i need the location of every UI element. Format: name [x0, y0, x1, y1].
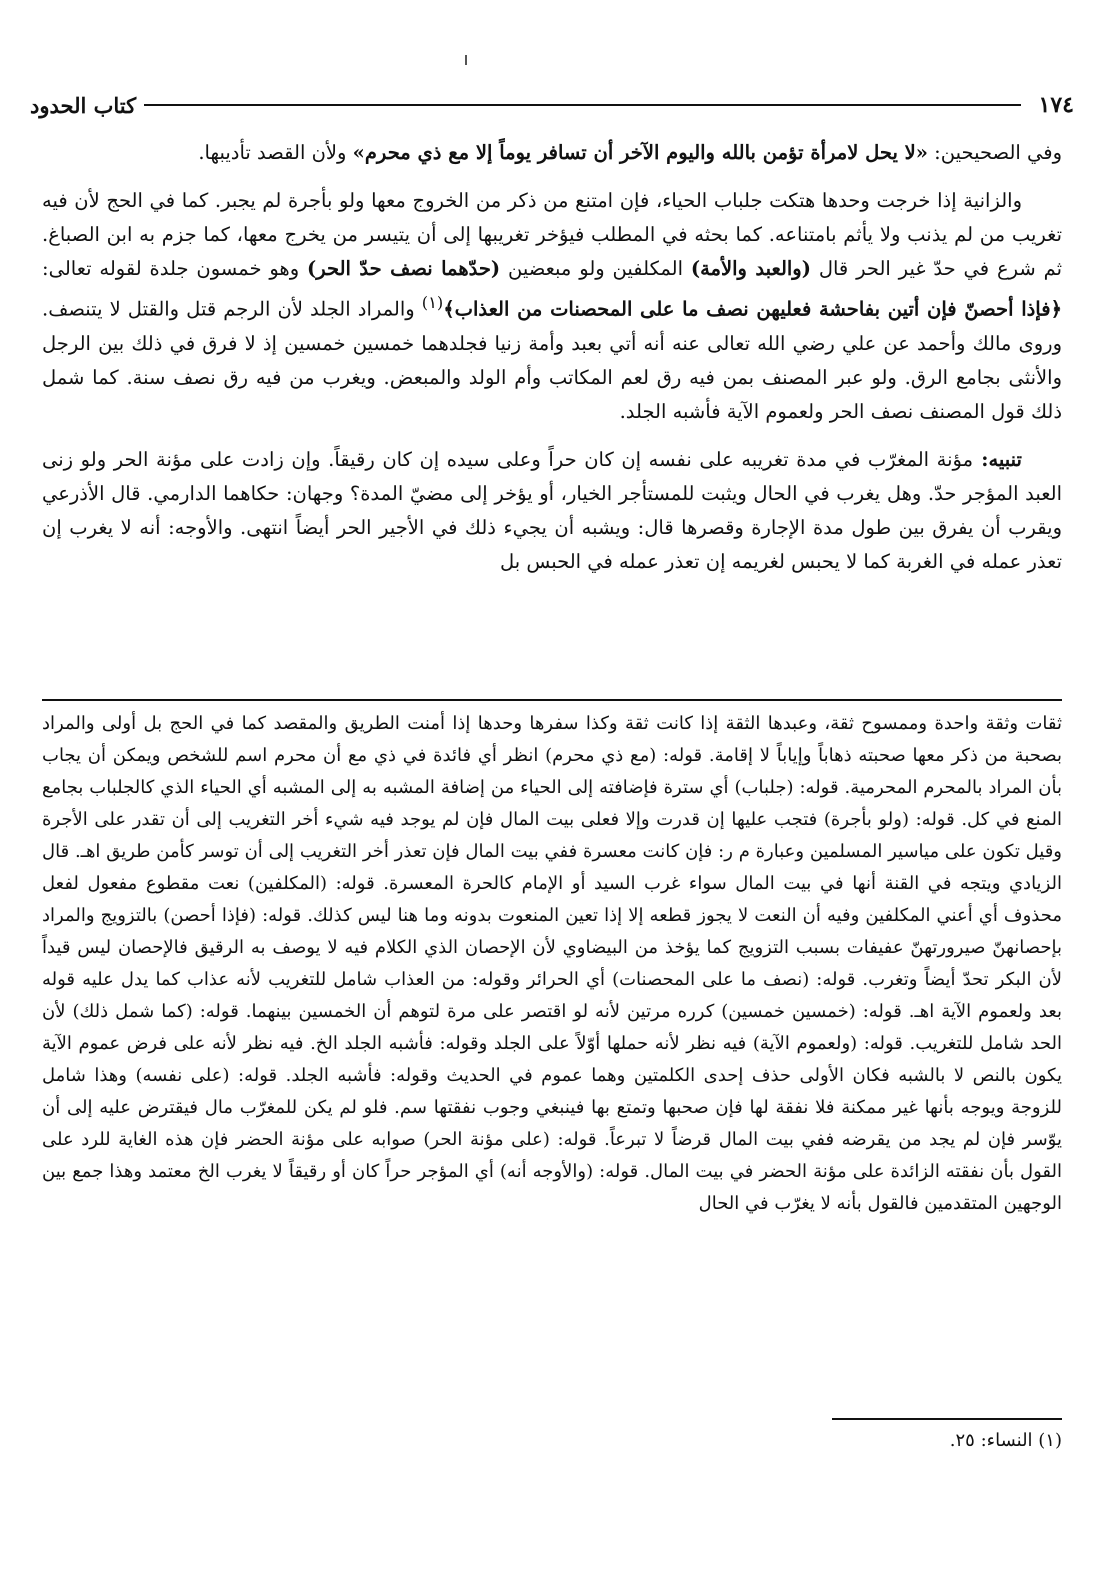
running-header	[30, 88, 1074, 122]
main-text	[42, 136, 1062, 593]
scan-mark	[465, 55, 467, 65]
footnote-ref: (١)	[421, 293, 444, 312]
paragraph-1: وفي الصحيحين: «لا يحل لامرأة تؤمن بالله واليوم الآخر أن تسافر يوماً إلا مع ذي محرم» ولأن القصد تأديبها.	[198, 141, 1062, 164]
commentary-text	[42, 708, 1062, 1220]
footnote-text: (١) النساء: ٢٥.	[949, 1430, 1062, 1451]
header-rule	[144, 104, 1020, 106]
footnote	[42, 1426, 1062, 1456]
note-label: تنبيه:	[973, 447, 1022, 471]
page-number: ١٧٤	[1038, 92, 1074, 118]
book-title: كتاب الحدود	[30, 92, 137, 118]
hadith-quote: «لا يحل لامرأة تؤمن بالله واليوم الآخر أن تسافر يوماً إلا مع ذي محرم»	[352, 141, 928, 164]
quran-verse: ﴿فإذا أحصنّ فإن أتين بفاحشة فعليهن نصف ما على المحصنات من العذاب﴾	[443, 297, 1063, 321]
commentary-divider	[42, 699, 1062, 701]
paragraph-2: والزانية إذا خرجت وحدها هتكت جلباب الحياء، فإن امتنع من ذكر من الخروج معها ولو بأجرة لم يجبر. كما في الحج لأن فيه تغريب من لم يذنب ولا يأثم بامتناعه. كما بحثه في المطلب فيؤخر تغريبها إلى أن يتيسر من يخرج معها، كما جزم به ابن الصباغ. ثم شرع في حدّ غير الحر قال (والعبد والأمة) المكلفين ولو مبعضين (حدّهما نصف حدّ الحر) وهو خمسون جلدة لقوله تعالى: ﴿فإذا أحصنّ فإن أتين بفاحشة فعليهن نصف ما على المحصنات من العذاب﴾$^{(١)}$ والمراد الجلد لأن الرجم قتل والقتل لا يتنصف. وروى مالك وأحمد عن علي رضي الله تعالى عنه أنه أتي بعبد وأمة زنيا فجلدهما خمسين خمسين إذ لا فرق في ذلك بين الرجل والأنثى بجامع الرق. ولو عبر المصنف بمن فيه رق لعم المكاتب وأم الولد والمبعض. ويغرب من فيه رق نصف سنة. كما شمل ذلك قول المصنف نصف الحر ولعموم الآية فأشبه الجلد.	[42, 189, 1063, 423]
footnote-rule	[832, 1418, 1062, 1420]
commentary-paragraph: ثقات وثقة واحدة وممسوح ثقة، وعبدها الثقة إذا كانت ثقة وكذا سفرها وحدها إذا أمنت الطريق والمقصد كما في الحج بل أولى والمراد بصحبة من ذكر معها صحبته ذهاباً وإياباً لا إقامة. قوله: (مع ذي محرم) انظر أي فائدة في ذي مع أن محرم اسم للشخص ويمكن أن يجاب بأن المراد بالمحرم المحرمية. قوله: (جلباب) أي سترة فإضافته إلى الحياء من إضافة المشبه به إلى المشبه أي الحياء الذي كالجلباب بجامع المنع في كل. قوله: (ولو بأجرة) فتجب عليها إن قدرت وإلا فعلى بيت المال فإن لم يوجد فيه شيء أخر التغريب إلى أن تقدر على الأجرة وقيل تكون على مياسير المسلمين وعبارة م ر: فإن كانت معسرة ففي بيت المال فإن تعذر أخر التغريب إلى أن توسر كأمن طريق اهـ. قال الزيادي ويتجه في القنة أنها في بيت المال سواء غرب السيد أو الإمام كالحرة المعسرة. قوله: (المكلفين) نعت مقطوع مفعول لفعل محذوف أي أعني المكلفين وفيه أن النعت لا يجوز قطعه إلا إذا تعين المنعوت بدونه وما هنا ليس كذلك. قوله: (فإذا أحصن) بالتزويج والمراد بإحصانهنّ صيرورتهنّ عفيفات بسبب التزويج كما يؤخذ من البيضاوي لأن الإحصان الذي الكلام فيه لا يوصف به الرقيق فالإحصان ليس قيداً لأن البكر تحدّ أيضاً وتغرب. قوله: (نصف ما على المحصنات) أي الحرائر وقوله: من العذاب شامل للتغريب لأنه عذاب كما يدل عليه قوله بعد ولعموم الآية اهـ. قوله: (خمسين خمسين) كرره مرتين لأنه لو اقتصر على مرة لتوهم أن الخمسين بينهما. قوله: (كما شمل ذلك) لأن الحد شامل للتغريب. قوله: (ولعموم الآية) فيه نظر لأنه حملها أوّلاً على الجلد وقوله: فأشبه الجلد الخ. فيه نظر لأنه على فرض عموم الآية يكون بالنص لا بالشبه فكان الأولى حذف إحدى الكلمتين وهما عموم في الحديث وقوله: فأشبه الجلد. قوله: (على نفسه) وهذا شامل للزوجة ويوجه بأنها غير ممكنة فلا نفقة لها فإن صحبها وتمتع بها فينبغي وجوب نفقتها سم. فلو لم يكن للمغرّب مال فيقترض عليه إلى أن يوّسر فإن لم يجد من يقرضه ففي بيت المال قرضاً لا تبرعاً. قوله: (على مؤنة الحر) صوابه على مؤنة الحضر فإن هذه الغاية للرد على القول بأن نفقته الزائدة على مؤنة الحضر في بيت المال. قوله: (والأوجه أنه) أي المؤجر حراً كان أو رقيقاً لا يغرب الخ معتمد وهذا جمع بين الوجهين المتقدمين فالقول بأنه لا يغرّب في الحال	[42, 713, 1062, 1214]
paragraph-3: تنبيه: مؤنة المغرّب في مدة تغريبه على نفسه إن كان حراً وعلى سيده إن كان رقيقاً. وإن زادت على مؤنة الحر ولو زنى العبد المؤجر حدّ. وهل يغرب في الحال ويثبت للمستأجر الخيار، أو يؤخر إلى مضيّ المدة؟ وجهان: حكاهما الدارمي. قال الأذرعي ويقرب أن يفرق بين طول مدة الإجارة وقصرها قال: ويشبه أن يجيء ذلك في الأجير الحر أيضاً انتهى. والأوجه: أنه لا يغرب إن تعذر عمله في الغربة كما لا يحبس لغريمه إن تعذر عمله في الحبس بل	[42, 447, 1062, 573]
